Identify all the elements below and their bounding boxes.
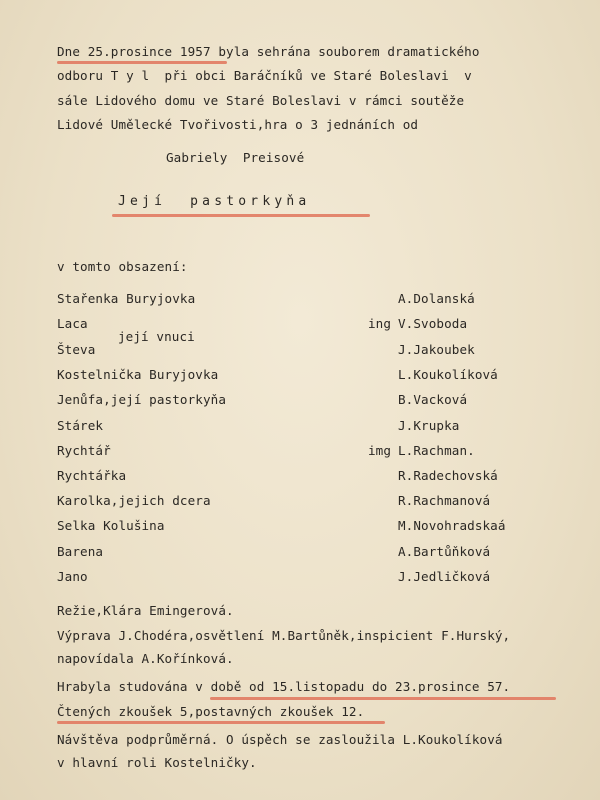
cast-role: Barena (57, 544, 104, 559)
cast-actor: L.Koukolíková (398, 367, 498, 382)
cast-role: Rychtářka (57, 468, 127, 483)
cast-group-note: její vnuci (118, 329, 195, 344)
cast-actor: L.Rachman. (398, 443, 475, 458)
highlight-underline-title (112, 214, 370, 217)
play-title: Její pastorkyňa (118, 194, 311, 209)
cast-prefix: ing (368, 316, 392, 331)
notes-line-4: Hrabyla studována v době od 15.listopadu do 23.prosince 57. (57, 679, 511, 694)
intro-line-1: Dne 25.prosince 1957 byla sehrána souborem dramatického (57, 44, 480, 59)
notes-line-6: Návštěva podprůměrná. O úspěch se zasloužila L.Koukolíková (57, 732, 503, 747)
cast-role: Jenůfa,její pastorkyňa (57, 392, 227, 407)
intro-line-2: odboru T y l při obci Baráčníků ve Staré Boleslavi v (57, 68, 472, 83)
cast-prefix: img (368, 443, 392, 458)
highlight-underline-study (210, 697, 556, 700)
cast-actor: V.Svoboda (398, 316, 468, 331)
cast-role: Karolka,jejich dcera (57, 493, 211, 508)
notes-line-2: Výprava J.Chodéra,osvětlení M.Bartůněk,inspicient F.Hurský, (57, 628, 511, 643)
cast-actor: R.Radechovská (398, 468, 498, 483)
cast-actor: J.Jakoubek (398, 342, 475, 357)
highlight-underline-date (57, 61, 227, 64)
cast-actor: R.Rachmanová (398, 493, 491, 508)
cast-role: Jano (57, 569, 88, 584)
notes-line-3: napovídala A.Kořínková. (57, 651, 234, 666)
cast-actor: B.Vacková (398, 392, 468, 407)
cast-role: Rychtář (57, 443, 111, 458)
intro-line-4: Lidové Umělecké Tvořivosti,hra o 3 jednáních od (57, 117, 419, 132)
cast-role: Stařenka Buryjovka (57, 291, 196, 306)
cast-role: Selka Kolušina (57, 518, 165, 533)
notes-line-1: Režie,Klára Emingerová. (57, 603, 234, 618)
cast-actor: A.Bartůňková (398, 544, 491, 559)
cast-actor: J.Krupka (398, 418, 460, 433)
highlight-underline-rehearsals (57, 721, 385, 724)
cast-actor: J.Jedličková (398, 569, 491, 584)
intro-line-3: sále Lidového domu ve Staré Boleslavi v rámci soutěže (57, 93, 465, 108)
author-name: Gabriely Preisové (166, 150, 305, 165)
cast-role: Števa (57, 342, 96, 357)
cast-heading: v tomto obsazení: (57, 259, 188, 274)
cast-actor: A.Dolanská (398, 291, 475, 306)
cast-actor: M.Novohradskaá (398, 518, 506, 533)
cast-role: Kostelnička Buryjovka (57, 367, 219, 382)
notes-line-7: v hlavní roli Kostelničky. (57, 755, 257, 770)
cast-role: Stárek (57, 418, 104, 433)
notes-line-5: Čtených zkoušek 5,postavných zkoušek 12. (57, 704, 365, 719)
cast-role: Laca (57, 316, 88, 331)
